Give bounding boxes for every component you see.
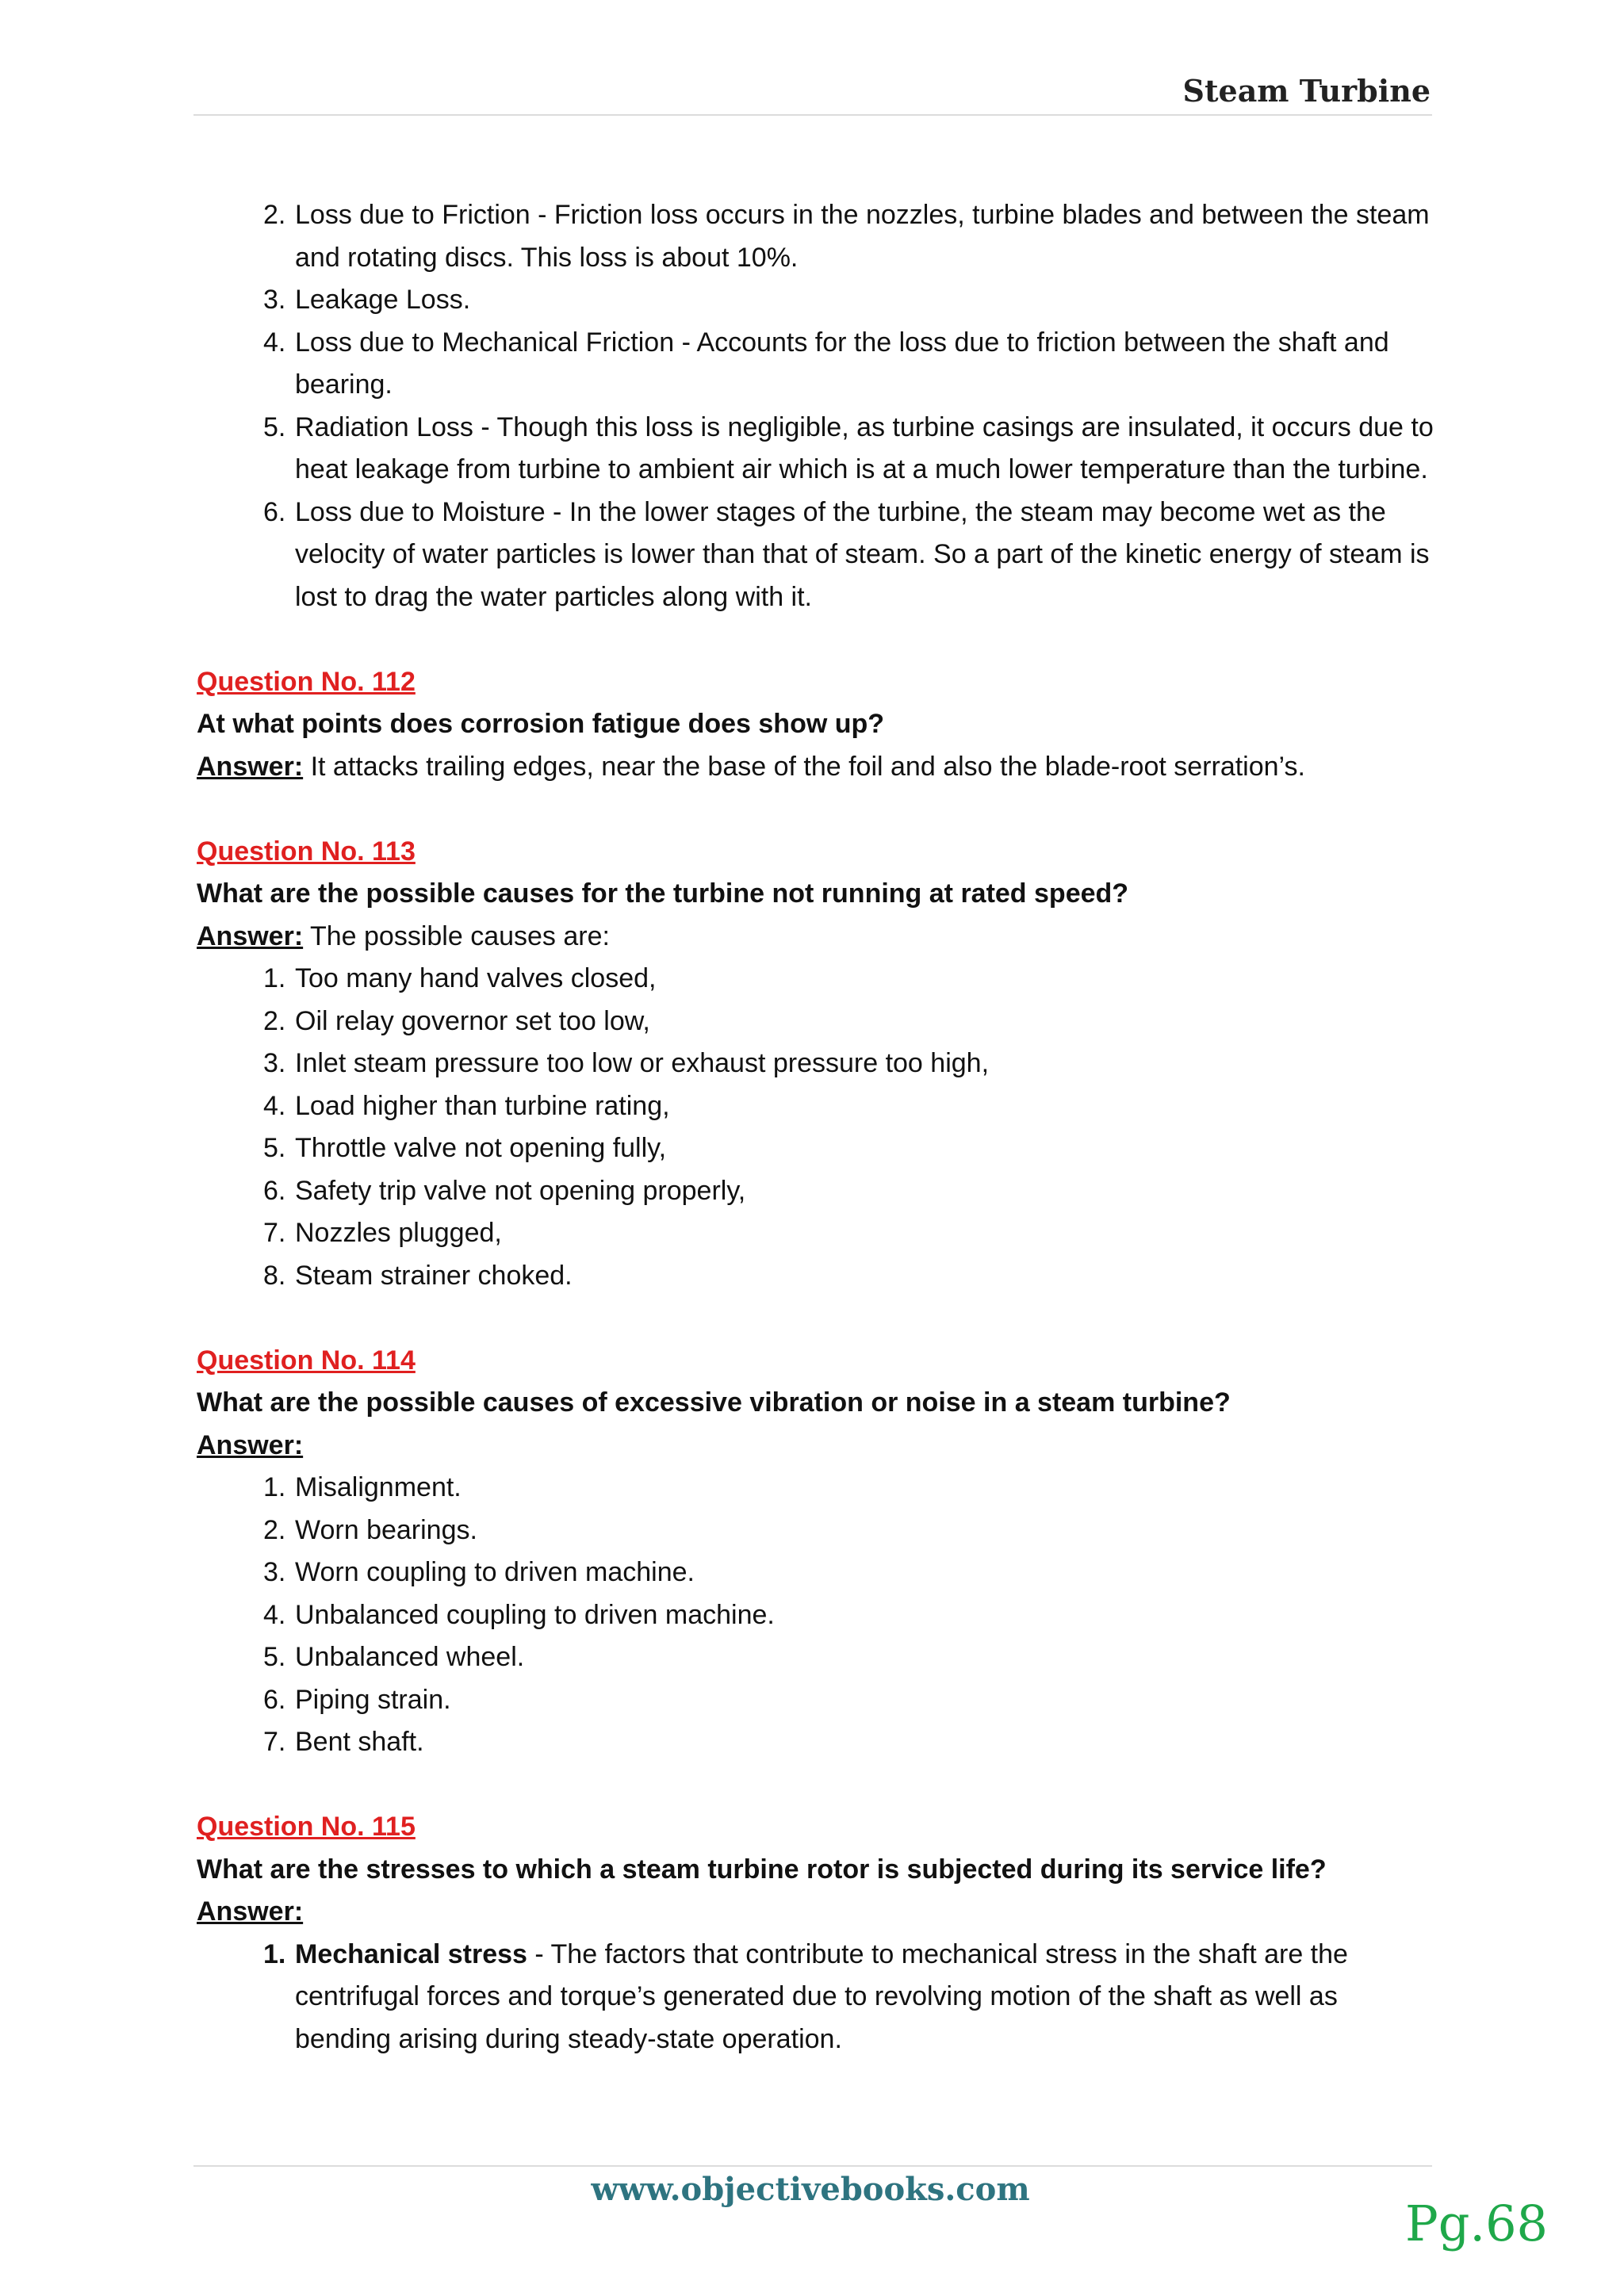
- item-heading: Mechanical stress: [295, 1938, 527, 1969]
- question-label: Question No. 115: [197, 1812, 416, 1842]
- stresses-list: [197, 1934, 1434, 2061]
- list-item: 6. Piping strain.: [263, 1684, 451, 1715]
- list-item: 6. Safety trip valve not opening properly,: [263, 1175, 746, 1206]
- answer-text: It attacks trailing edges, near the base of the foil and also the blade-root serration’s.: [303, 751, 1305, 782]
- list-item: 4. Loss due to Mechanical Friction - Accounts for the loss due to friction between the shaft and bearing.: [263, 327, 1389, 400]
- answer-line: [197, 746, 1434, 789]
- question-text: At what points does corrosion fatigue does show up?: [197, 709, 885, 739]
- list-item: 1. Mechanical stress - The factors that contribute to mechanical stress in the shaft are the centrifugal forces and torque’s generated due to revolving motion of the shaft as well as bending arising during steady-state operation.: [263, 1938, 1348, 2054]
- question-text: What are the possible causes for the turbine not running at rated speed?: [197, 878, 1129, 909]
- list-item: 1. Too many hand valves closed,: [263, 963, 657, 993]
- list-item: 7. Bent shaft.: [263, 1727, 424, 1757]
- header-rule: [193, 114, 1432, 116]
- footer-rule: [193, 2165, 1432, 2167]
- question-112: [197, 661, 1434, 789]
- list-item: 3. Inlet steam pressure too low or exhaust pressure too high,: [263, 1048, 990, 1078]
- page-content: [197, 194, 1434, 2061]
- list-item: 5. Unbalanced wheel.: [263, 1642, 525, 1672]
- answer-label: Answer:: [197, 1429, 304, 1460]
- running-header: Steam Turbine: [1182, 73, 1431, 109]
- causes-list: [197, 958, 1434, 1297]
- answer-label: Answer:: [197, 751, 304, 782]
- question-label: Question No. 112: [197, 666, 416, 697]
- footer-url: www.objectivebooks.com: [591, 2171, 1030, 2208]
- list-item: 2. Worn bearings.: [263, 1514, 477, 1545]
- answer-label: Answer:: [197, 920, 304, 951]
- list-item: 2. Loss due to Friction - Friction loss occurs in the nozzles, turbine blades and between the steam and rotating discs. This loss is about 10%.: [263, 200, 1430, 273]
- vibration-causes-list: [197, 1467, 1434, 1764]
- loss-list: [197, 194, 1434, 618]
- question-text: What are the possible causes of excessive vibration or noise in a steam turbine?: [197, 1387, 1231, 1418]
- list-item: 4. Unbalanced coupling to driven machine.: [263, 1599, 775, 1630]
- answer-text: The possible causes are:: [303, 920, 610, 951]
- list-item: 7. Nozzles plugged,: [263, 1218, 502, 1248]
- question-label: Question No. 114: [197, 1345, 416, 1376]
- question-114: [197, 1340, 1434, 1764]
- list-item: 8. Steam strainer choked.: [263, 1260, 573, 1291]
- answer-line: [197, 1891, 1434, 1934]
- question-label: Question No. 113: [197, 836, 416, 867]
- list-item: 5. Radiation Loss - Though this loss is negligible, as turbine casings are insulated, it occurs due to heat leakage from turbine to ambient air which is at a much lower temperature than the turbine.: [263, 411, 1434, 484]
- list-item: 2. Oil relay governor set too low,: [263, 1005, 650, 1036]
- question-text: What are the stresses to which a steam turbine rotor is subjected during its service life?: [197, 1854, 1327, 1885]
- list-item: 4. Load higher than turbine rating,: [263, 1090, 670, 1121]
- list-item: 3. Worn coupling to driven machine.: [263, 1557, 695, 1587]
- answer-label: Answer:: [197, 1896, 304, 1927]
- question-113: [197, 831, 1434, 1298]
- list-item: 6. Loss due to Moisture - In the lower stages of the turbine, the steam may become wet as the velocity of water particles is lower than that of steam. So a part of the kinetic energy of steam is lost to drag the water particles along with it.: [263, 496, 1430, 612]
- page-number: Pg.68: [1404, 2195, 1548, 2252]
- list-item: 3. Leakage Loss.: [263, 285, 471, 315]
- answer-line: [197, 1425, 1434, 1468]
- answer-line: [197, 916, 1434, 959]
- list-item: 1. Misalignment.: [263, 1472, 462, 1502]
- question-115: [197, 1806, 1434, 2061]
- list-item: 5. Throttle valve not opening fully,: [263, 1133, 667, 1163]
